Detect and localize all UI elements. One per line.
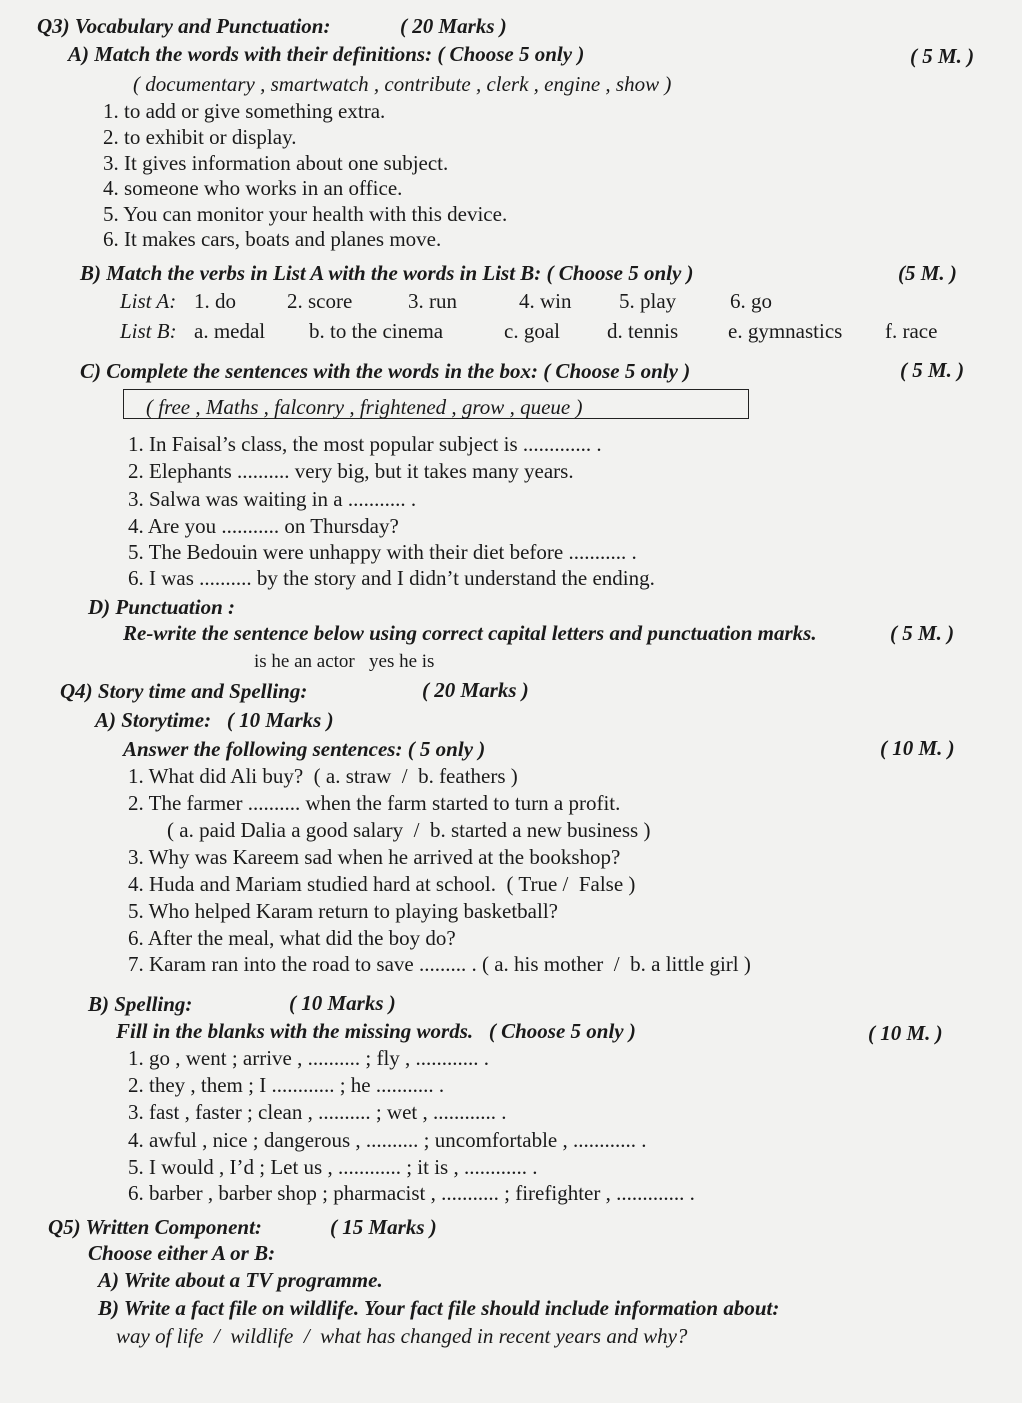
q4b-item: 3. fast , faster ; clean , .......... ; wet , ............ . xyxy=(128,1100,507,1124)
q4-title: Q4) Story time and Spelling: xyxy=(60,679,308,703)
q4b-heading: B) Spelling: xyxy=(88,992,193,1016)
list-b-item: f. race xyxy=(885,319,938,343)
q3c-marks: ( 5 M. ) xyxy=(900,358,965,382)
q3c-item: 3. Salwa was waiting in a ........... . xyxy=(128,487,417,511)
q3a-item: 1. to add or give something extra. xyxy=(103,99,386,123)
list-a-item: 2. score xyxy=(287,289,353,313)
q4b-item: 6. barber , barber shop ; pharmacist , ........... ; firefighter , ............. . xyxy=(128,1181,695,1205)
q3c-item: 1. In Faisal’s class, the most popular subject is ............. . xyxy=(128,432,602,456)
q4b-item: 1. go , went ; arrive , .......... ; fly , ............ . xyxy=(128,1046,490,1070)
q3-title: Q3) Vocabulary and Punctuation: xyxy=(37,14,331,38)
q5-title: Q5) Written Component: xyxy=(48,1215,262,1239)
q4a-marks: ( 10 M. ) xyxy=(880,736,955,760)
q3a-item: 3. It gives information about one subject. xyxy=(103,151,449,175)
list-b-item: a. medal xyxy=(194,319,266,343)
q3a-item: 5. You can monitor your health with this device. xyxy=(103,202,508,226)
q3-marks: ( 20 Marks ) xyxy=(400,14,507,38)
q4-marks: ( 20 Marks ) xyxy=(422,678,529,702)
q5-option-b-topics: way of life / wildlife / what has changed in recent years and why? xyxy=(116,1324,688,1348)
q3d-instruction: Re-write the sentence below using correct capital letters and punctuation marks. xyxy=(123,621,817,645)
q3c-heading: C) Complete the sentences with the words in the box: ( Choose 5 only ) xyxy=(80,359,691,383)
q4b-instruction: Fill in the blanks with the missing words. ( Choose 5 only ) xyxy=(116,1019,636,1043)
q3d-heading: D) Punctuation : xyxy=(88,595,236,619)
list-b-item: e. gymnastics xyxy=(728,319,843,343)
q4b-item: 4. awful , nice ; dangerous , .......... ; uncomfortable , ............ . xyxy=(128,1128,647,1152)
q4a-item: 5. Who helped Karam return to playing basketball? xyxy=(128,899,558,923)
list-b-item: c. goal xyxy=(504,319,560,343)
list-a-item: 6. go xyxy=(730,289,772,313)
list-a-item: 3. run xyxy=(408,289,457,313)
q3c-item: 2. Elephants .......... very big, but it takes many years. xyxy=(128,459,574,483)
list-b-label: List B: xyxy=(120,319,177,343)
q3a-item: 6. It makes cars, boats and planes move. xyxy=(103,227,442,251)
list-b-item: d. tennis xyxy=(607,319,679,343)
q4a-instruction: Answer the following sentences: ( 5 only ) xyxy=(123,737,486,761)
q3d-marks: ( 5 M. ) xyxy=(890,621,955,645)
q3c-item: 5. The Bedouin were unhappy with their diet before ........... . xyxy=(128,540,637,564)
q4b-item: 2. they , them ; I ............ ; he ........... . xyxy=(128,1073,445,1097)
q4a-options: ( a. paid Dalia a good salary / b. started a new business ) xyxy=(167,818,651,842)
q3c-item: 6. I was .......... by the story and I didn’t understand the ending. xyxy=(128,566,655,590)
q4a-item: 4. Huda and Mariam studied hard at school. ( True / False ) xyxy=(128,872,636,896)
q4a-item: 2. The farmer .......... when the farm started to turn a profit. xyxy=(128,791,621,815)
q4b-marks: ( 10 M. ) xyxy=(868,1021,943,1045)
word-box-text: ( free , Maths , falconry , frightened , grow , queue ) xyxy=(146,395,583,419)
q5-marks: ( 15 Marks ) xyxy=(330,1215,437,1239)
q4a-item: 1. What did Ali buy? ( a. straw / b. feathers ) xyxy=(128,764,518,788)
q3c-item: 4. Are you ........... on Thursday? xyxy=(128,514,399,538)
q4a-heading: A) Storytime: ( 10 Marks ) xyxy=(95,708,334,732)
q3a-heading: A) Match the words with their definitions: ( Choose 5 only ) xyxy=(68,42,585,66)
q3a-item: 2. to exhibit or display. xyxy=(103,125,297,149)
list-a-item: 1. do xyxy=(194,289,236,313)
q3d-sentence: is he an actor yes he is xyxy=(254,651,435,672)
q5-instruction: Choose either A or B: xyxy=(88,1241,276,1265)
q3a-marks: ( 5 M. ) xyxy=(910,44,975,68)
list-b-item: b. to the cinema xyxy=(309,319,444,343)
list-b-row xyxy=(0,321,1022,345)
list-a-item: 5. play xyxy=(619,289,677,313)
list-a-item: 4. win xyxy=(519,289,572,313)
q4b-item: 5. I would , I’d ; Let us , ............ ; it is , ............ . xyxy=(128,1155,538,1179)
q4a-item: 6. After the meal, what did the boy do? xyxy=(128,926,456,950)
q3a-item: 4. someone who works in an office. xyxy=(103,176,403,200)
q5-option-a: A) Write about a TV programme. xyxy=(98,1268,383,1292)
list-a-row xyxy=(0,291,1022,315)
q3b-heading: B) Match the verbs in List A with the words in List B: ( Choose 5 only ) xyxy=(80,261,694,285)
q4a-item: 3. Why was Kareem sad when he arrived at the bookshop? xyxy=(128,845,621,869)
q5-option-b: B) Write a fact file on wildlife. Your fact file should include information about: xyxy=(98,1296,780,1320)
q4b-heading-marks: ( 10 Marks ) xyxy=(289,991,396,1015)
q4a-item: 7. Karam ran into the road to save ......... . ( a. his mother / b. a little girl ) xyxy=(128,952,751,976)
q3b-marks: (5 M. ) xyxy=(898,261,957,285)
q3a-word-list: ( documentary , smartwatch , contribute , clerk , engine , show ) xyxy=(133,72,672,96)
list-a-label: List A: xyxy=(120,289,177,313)
